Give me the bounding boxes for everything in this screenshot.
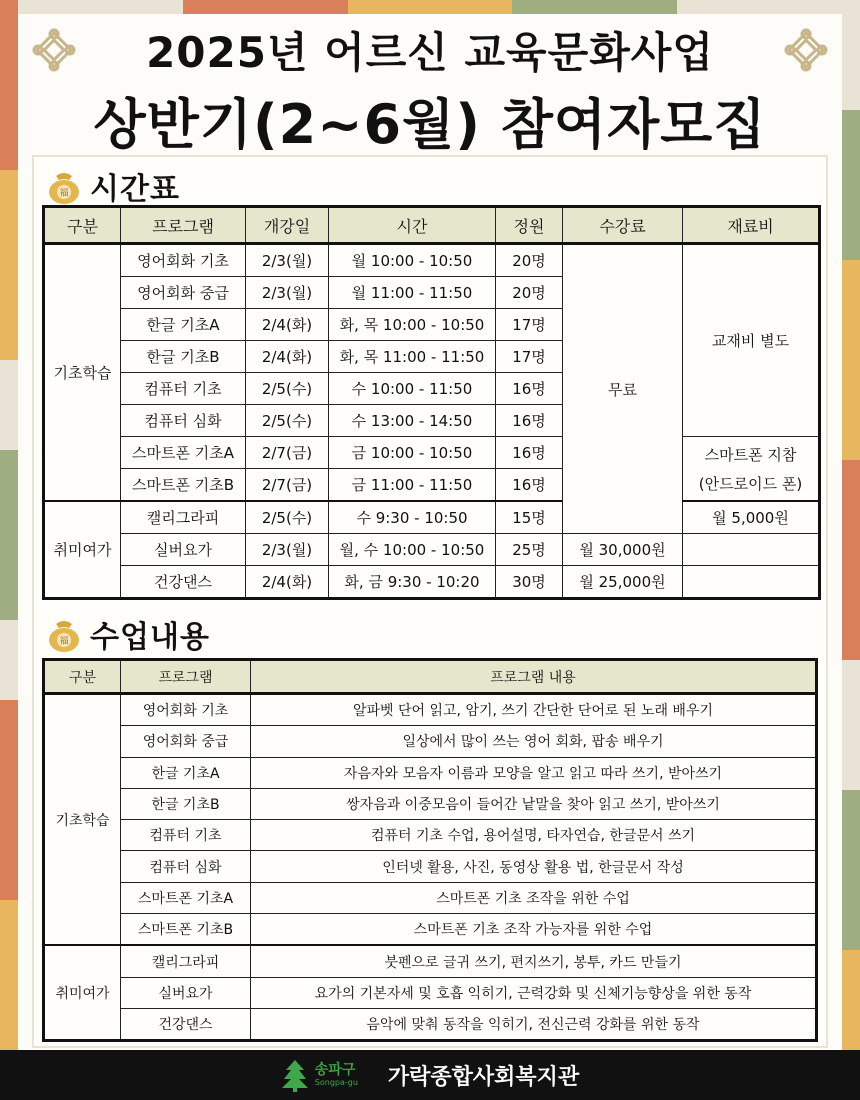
table-row: [44, 437, 820, 469]
time-cell: 화, 목 11:00 - 11:50: [329, 341, 496, 373]
time-cell: 월 10:00 - 10:50: [329, 244, 496, 277]
table-row: [44, 501, 820, 534]
group-cell: 취미여가: [44, 501, 121, 599]
material-cell: [683, 566, 820, 599]
lucky-pouch-icon: [44, 614, 84, 654]
table-row: [44, 914, 817, 946]
description-cell: 일상에서 많이 쓰는 영어 회화, 팝송 배우기: [251, 726, 817, 757]
svg-text:福: 福: [59, 636, 69, 647]
capacity-cell: 15명: [496, 501, 563, 534]
material-cell: 교재비 별도: [683, 244, 820, 437]
column-header: 구분: [44, 660, 121, 694]
material-line: 스마트폰 지참: [704, 445, 797, 464]
program-cell: 한글 기초A: [121, 757, 251, 788]
description-cell: 컴퓨터 기초 수업, 용어설명, 타자연습, 한글문서 쓰기: [251, 820, 817, 851]
schedule-table: [42, 205, 821, 600]
left-decor-stripe: [0, 0, 18, 1100]
start-date-cell: 2/7(금): [246, 437, 329, 469]
description-cell: 자음자와 모음자 이름과 모양을 알고 읽고 따라 쓰기, 받아쓰기: [251, 757, 817, 788]
capacity-cell: 17명: [496, 341, 563, 373]
logo-korean-text: 송파구: [314, 1062, 356, 1078]
program-cell: 캘리그라피: [121, 501, 246, 534]
program-cell: 한글 기초A: [121, 309, 246, 341]
fee-cell: 무료: [563, 244, 683, 534]
page-title-line2: 상반기(2~6월) 참여자모집: [93, 93, 767, 156]
schedule-section-title: 시간표: [90, 172, 180, 207]
column-header: 재료비: [683, 207, 820, 244]
organization-name: 가락종합사회복지관: [387, 1064, 580, 1090]
time-cell: 월 11:00 - 11:50: [329, 277, 496, 309]
start-date-cell: 2/5(수): [246, 373, 329, 405]
time-cell: 금 10:00 - 10:50: [329, 437, 496, 469]
table-row: [44, 788, 817, 819]
program-cell: 컴퓨터 기초: [121, 820, 251, 851]
program-cell: 컴퓨터 심화: [121, 851, 251, 882]
content-section-header: [44, 612, 210, 656]
column-header: 수강료: [563, 207, 683, 244]
table-row: [44, 694, 817, 726]
program-cell: 영어회화 중급: [121, 726, 251, 757]
right-decor-stripe: [842, 0, 860, 1100]
svg-text:福: 福: [59, 188, 69, 199]
program-cell: 실버요가: [121, 534, 246, 566]
program-cell: 건강댄스: [121, 566, 246, 599]
capacity-cell: 16명: [496, 437, 563, 469]
capacity-cell: 20명: [496, 277, 563, 309]
program-cell: 영어회화 기초: [121, 244, 246, 277]
table-row: [44, 726, 817, 757]
description-cell: 스마트폰 기초 조작을 위한 수업: [251, 882, 817, 913]
time-cell: 화, 목 10:00 - 10:50: [329, 309, 496, 341]
program-cell: 컴퓨터 기초: [121, 373, 246, 405]
material-line: (안드로이드 폰): [698, 474, 803, 493]
lucky-pouch-icon: [44, 166, 84, 206]
program-cell: 스마트폰 기초A: [121, 437, 246, 469]
start-date-cell: 2/3(월): [246, 534, 329, 566]
column-header: 프로그램 내용: [251, 660, 817, 694]
program-cell: 영어회화 기초: [121, 694, 251, 726]
program-cell: 영어회화 중급: [121, 277, 246, 309]
songpa-logo: [281, 1058, 358, 1092]
table-row: [44, 244, 820, 277]
program-cell: 한글 기초B: [121, 788, 251, 819]
description-cell: 음악에 맞춰 동작을 익히기, 전신근력 강화를 위한 동작: [251, 1008, 817, 1040]
description-cell: 스마트폰 기초 조작 가능자를 위한 수업: [251, 914, 817, 946]
capacity-cell: 17명: [496, 309, 563, 341]
table-row: [44, 851, 817, 882]
table-row: [44, 882, 817, 913]
table-header-row: [44, 660, 817, 694]
top-decor-stripe: [18, 0, 842, 14]
description-cell: 알파벳 단어 읽고, 암기, 쓰기 간단한 단어로 된 노래 배우기: [251, 694, 817, 726]
capacity-cell: 20명: [496, 244, 563, 277]
start-date-cell: 2/4(화): [246, 309, 329, 341]
time-cell: 수 10:00 - 11:50: [329, 373, 496, 405]
material-cell: [683, 437, 820, 502]
capacity-cell: 16명: [496, 405, 563, 437]
description-cell: 인터넷 활용, 사진, 동영상 활용 법, 한글문서 작성: [251, 851, 817, 882]
footer-bar: [0, 1050, 860, 1100]
program-cell: 스마트폰 기초B: [121, 469, 246, 502]
column-header: 구분: [44, 207, 121, 244]
time-cell: 금 11:00 - 11:50: [329, 469, 496, 502]
time-cell: 수 13:00 - 14:50: [329, 405, 496, 437]
time-cell: 수 9:30 - 10:50: [329, 501, 496, 534]
program-cell: 캘리그라피: [121, 945, 251, 977]
schedule-section-header: [44, 164, 180, 208]
start-date-cell: 2/5(수): [246, 501, 329, 534]
description-cell: 요가의 기본자세 및 호흡 익히기, 근력강화 및 신체기능향상을 위한 동작: [251, 977, 817, 1008]
program-cell: 스마트폰 기초B: [121, 914, 251, 946]
start-date-cell: 2/3(월): [246, 244, 329, 277]
fee-cell: 월 25,000원: [563, 566, 683, 599]
content-table: [42, 658, 818, 1042]
program-cell: 실버요가: [121, 977, 251, 1008]
program-cell: 건강댄스: [121, 1008, 251, 1040]
group-cell: 기초학습: [44, 244, 121, 502]
content-section-title: 수업내용: [90, 620, 210, 655]
table-row: [44, 977, 817, 1008]
program-cell: 스마트폰 기초A: [121, 882, 251, 913]
table-row: [44, 757, 817, 788]
start-date-cell: 2/4(화): [246, 566, 329, 599]
fee-cell: 월 30,000원: [563, 534, 683, 566]
pine-tree-logo-icon: [281, 1058, 309, 1092]
column-header: 개강일: [246, 207, 329, 244]
table-header-row: [44, 207, 820, 244]
column-header: 시간: [329, 207, 496, 244]
material-cell: [683, 534, 820, 566]
column-header: 프로그램: [121, 660, 251, 694]
description-cell: 붓펜으로 글귀 쓰기, 편지쓰기, 봉투, 카드 만들기: [251, 945, 817, 977]
table-row: [44, 534, 820, 566]
time-cell: 화, 금 9:30 - 10:20: [329, 566, 496, 599]
table-row: [44, 566, 820, 599]
table-row: [44, 820, 817, 851]
capacity-cell: 16명: [496, 469, 563, 502]
start-date-cell: 2/7(금): [246, 469, 329, 502]
table-row: [44, 1008, 817, 1040]
logo-english-text: Songpa-gu: [314, 1078, 358, 1087]
table-row: [44, 945, 817, 977]
group-cell: 취미여가: [44, 945, 121, 1040]
description-cell: 쌍자음과 이중모음이 들어간 낱말을 찾아 읽고 쓰기, 받아쓰기: [251, 788, 817, 819]
column-header: 프로그램: [121, 207, 246, 244]
page-title-line1: 2025년 어르신 교육문화사업: [146, 28, 714, 77]
start-date-cell: 2/4(화): [246, 341, 329, 373]
column-header: 정원: [496, 207, 563, 244]
group-cell: 기초학습: [44, 694, 121, 946]
time-cell: 월, 수 10:00 - 10:50: [329, 534, 496, 566]
program-cell: 한글 기초B: [121, 341, 246, 373]
capacity-cell: 16명: [496, 373, 563, 405]
start-date-cell: 2/5(수): [246, 405, 329, 437]
capacity-cell: 30명: [496, 566, 563, 599]
capacity-cell: 25명: [496, 534, 563, 566]
material-cell: 월 5,000원: [683, 501, 820, 534]
start-date-cell: 2/3(월): [246, 277, 329, 309]
program-cell: 컴퓨터 심화: [121, 405, 246, 437]
